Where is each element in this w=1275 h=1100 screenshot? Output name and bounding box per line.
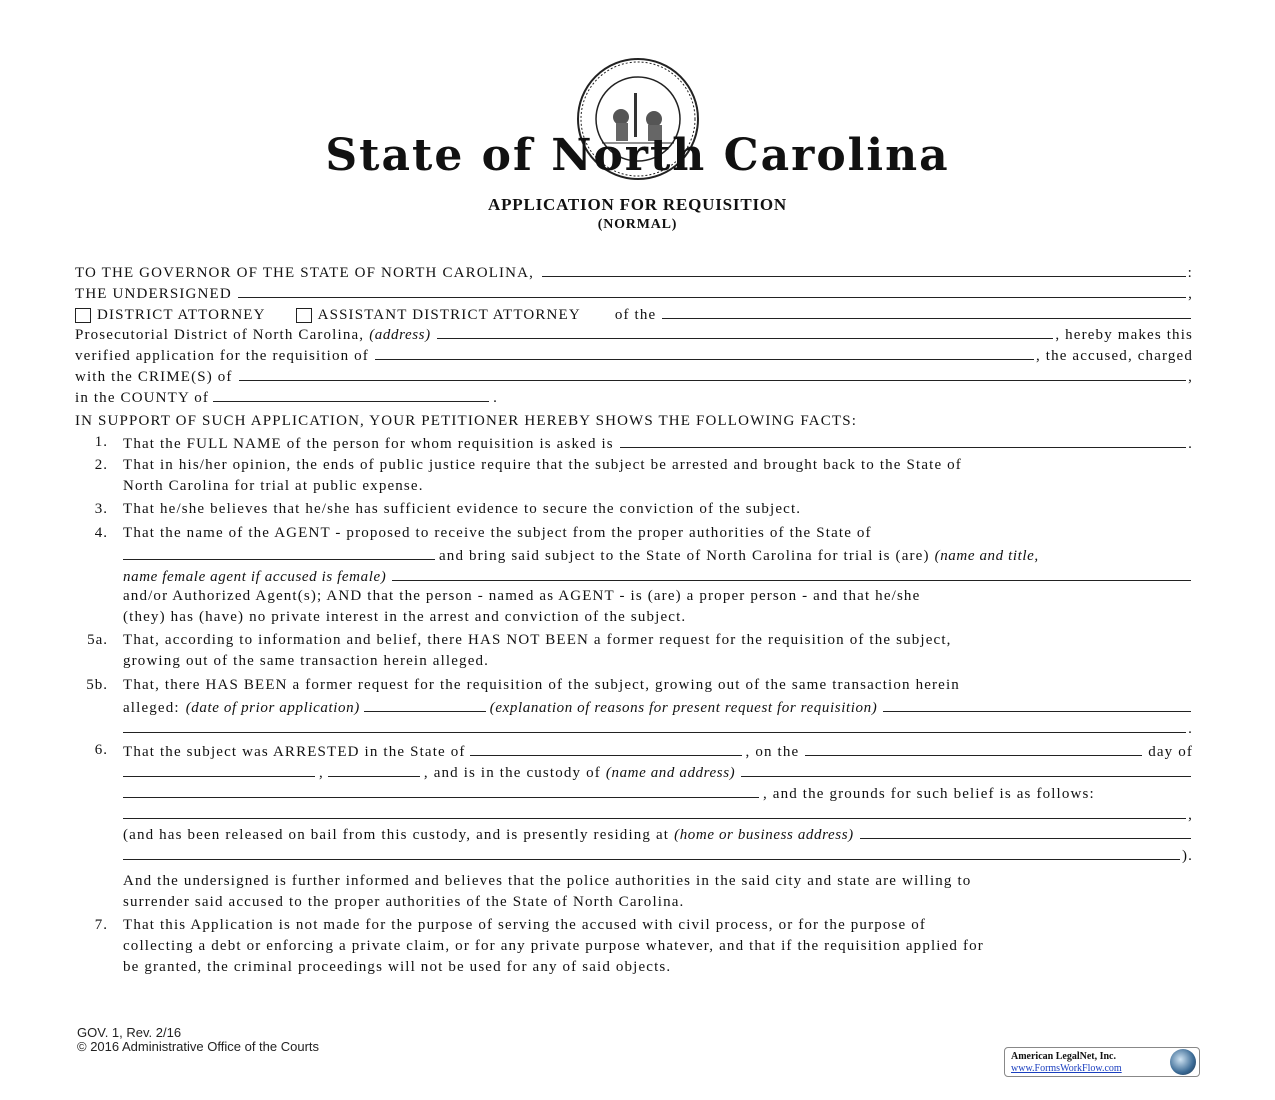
paragraph — [123, 894, 1193, 914]
text: That the FULL NAME of the person for whom requisition is asked is — [123, 436, 614, 452]
attorney-type-line — [75, 305, 1193, 325]
text: That this Application is not made for the purpose of serving the accused with civil process, or for the purpose of — [123, 917, 927, 933]
form-title: APPLICATION FOR REQUISITION — [488, 195, 787, 214]
item-1 — [123, 434, 1193, 454]
item-number: 4. — [94, 525, 108, 541]
item-6 — [123, 742, 1193, 762]
vendor-link[interactable]: www.FormsWorkFlow.com — [1011, 1063, 1122, 1074]
hint: (explanation of reasons for present request for requisition) — [489, 700, 878, 716]
vendor-name: American LegalNet, Inc. — [1011, 1051, 1116, 1062]
prior-date-field[interactable] — [364, 698, 486, 712]
support-heading — [75, 413, 1193, 433]
item-5a — [123, 632, 1193, 652]
text: , — [1188, 286, 1193, 302]
item-2 — [123, 457, 1193, 477]
text: ). — [1181, 848, 1193, 864]
residence-field[interactable] — [860, 825, 1191, 839]
agent-state-field[interactable] — [123, 546, 435, 560]
item-6 — [123, 825, 1193, 845]
text: TO THE GOVERNOR OF THE STATE OF NORTH CAROLINA, — [75, 265, 535, 281]
text: : — [1187, 265, 1193, 281]
item-4 — [123, 546, 1193, 566]
item-number: 5a. — [87, 632, 108, 648]
arrest-state-field[interactable] — [470, 742, 742, 756]
explanation-field-cont[interactable] — [123, 719, 1186, 733]
text: , the accused, charged — [1035, 348, 1193, 364]
text: That, there HAS BEEN a former request for the requisition of the subject, growing out of the same transaction herein — [123, 677, 960, 693]
item-number: 7. — [94, 917, 108, 933]
assistant-district-attorney-checkbox[interactable] — [296, 308, 312, 323]
text: be granted, the criminal proceedings will not be used for any of said objects. — [123, 959, 672, 975]
item-7 — [123, 959, 1193, 979]
hint: name female agent if accused is female) — [123, 569, 387, 585]
hint: (name and title, — [934, 548, 1039, 564]
residence-field-cont[interactable] — [123, 846, 1180, 860]
checkbox-label: DISTRICT ATTORNEY — [97, 307, 266, 323]
text: , and is in the custody of — [423, 765, 601, 781]
county-line — [75, 388, 1193, 408]
text: and/or Authorized Agent(s); AND that the person - named as AGENT - is (are) a proper person - and that he/she — [123, 588, 921, 604]
address-field[interactable] — [437, 325, 1054, 339]
text: with the CRIME(S) of — [75, 369, 233, 385]
text: , — [319, 765, 324, 781]
text: verified application for the requisition of — [75, 348, 369, 364]
district-attorney-checkbox[interactable] — [75, 308, 91, 323]
crimes-line — [75, 367, 1193, 387]
district-field[interactable] — [662, 305, 1191, 319]
document-title: State of North Carolina — [325, 130, 950, 181]
text: And the undersigned is further informed and believes that the police authorities in the said city and state are willing to — [123, 873, 972, 889]
text: growing out of the same transaction herein alleged. — [123, 653, 490, 669]
item-6 — [123, 846, 1193, 866]
item-4 — [123, 588, 1193, 608]
item-4 — [123, 609, 1193, 629]
undersigned-line — [75, 284, 1193, 304]
text: , — [1188, 807, 1193, 823]
accused-field[interactable] — [375, 346, 1034, 360]
globe-icon — [1170, 1049, 1196, 1075]
text: surrender said accused to the proper authorities of the State of North Carolina. — [123, 894, 685, 910]
text: , hereby makes this — [1055, 327, 1193, 343]
item-7 — [123, 917, 1193, 937]
address-line — [75, 325, 1193, 345]
text: in the COUNTY of — [75, 390, 210, 406]
custody-field-cont[interactable] — [123, 784, 759, 798]
item-3 — [123, 501, 1193, 521]
crimes-field[interactable] — [239, 367, 1187, 381]
hint: (address) — [369, 327, 431, 343]
item-6 — [123, 763, 1193, 783]
text: . — [1188, 721, 1193, 737]
item-number: 1. — [94, 434, 108, 450]
text: THE UNDERSIGNED — [75, 286, 232, 302]
text: of the — [614, 307, 657, 323]
text: . — [493, 390, 498, 406]
text: IN SUPPORT OF SUCH APPLICATION, YOUR PETITIONER HEREBY SHOWS THE FOLLOWING FACTS: — [75, 413, 858, 429]
item-5b — [123, 698, 1193, 718]
text: (and has been released on bail from this custody, and is presently residing at — [123, 827, 670, 843]
item-4 — [123, 525, 1193, 545]
text: That he/she believes that he/she has sufficient evidence to secure the conviction of the subject. — [123, 501, 802, 517]
vendor-logo[interactable] — [1004, 1047, 1200, 1077]
text: Prosecutorial District of North Carolina, — [75, 327, 365, 343]
grounds-field[interactable] — [123, 805, 1186, 819]
arrest-month-field[interactable] — [123, 763, 315, 777]
text: day of — [1148, 744, 1193, 760]
accused-line — [75, 346, 1193, 366]
text: alleged: — [123, 700, 180, 716]
form-subtitle: (NORMAL) — [597, 217, 678, 232]
item-4 — [123, 567, 1193, 587]
text: That the name of the AGENT - proposed to receive the subject from the proper authorities of the State of — [123, 525, 872, 541]
item-5b — [123, 677, 1193, 697]
copyright: © 2016 Administrative Office of the Courts — [77, 1039, 320, 1054]
item-number: 6. — [94, 742, 108, 758]
agent-name-field[interactable] — [392, 567, 1191, 581]
item-6 — [123, 805, 1193, 825]
checkbox-label: ASSISTANT DISTRICT ATTORNEY — [317, 307, 581, 323]
explanation-field[interactable] — [883, 698, 1191, 712]
text: and bring said subject to the State of North Carolina for trial is (are) — [439, 548, 930, 564]
text: (they) has (have) no private interest in the arrest and conviction of the subject. — [123, 609, 687, 625]
item-5b — [123, 719, 1193, 739]
arrest-day-field[interactable] — [805, 742, 1142, 756]
governor-line — [75, 263, 1193, 283]
item-number: 5b. — [86, 677, 108, 693]
arrest-year-field[interactable] — [328, 763, 420, 777]
paragraph — [123, 873, 1193, 893]
form-number: GOV. 1, Rev. 2/16 — [77, 1025, 182, 1040]
governor-blank[interactable] — [542, 263, 1186, 277]
text: That in his/her opinion, the ends of public justice require that the subject be arrested and brought back to the State of — [123, 457, 962, 473]
item-number: 3. — [94, 501, 108, 517]
undersigned-name-field[interactable] — [238, 284, 1186, 298]
item-6 — [123, 784, 1193, 804]
text: North Carolina for trial at public expense. — [123, 478, 424, 494]
item-7 — [123, 938, 1193, 958]
text: That the subject was ARRESTED in the State of — [123, 744, 466, 760]
text: , on the — [745, 744, 800, 760]
hint: (home or business address) — [674, 827, 854, 843]
text: . — [1188, 436, 1193, 452]
text: collecting a debt or enforcing a private claim, or for any private purpose whatever, and that if the requisition applied for — [123, 938, 984, 954]
text: , and the grounds for such belief is as follows: — [763, 786, 1095, 802]
text: , — [1188, 369, 1193, 385]
hint: (date of prior application) — [185, 700, 360, 716]
text: That, according to information and belief, there HAS NOT BEEN a former request for the requisition of the subject, — [123, 632, 952, 648]
county-field[interactable] — [213, 388, 489, 402]
item-number: 2. — [94, 457, 108, 473]
custody-field[interactable] — [741, 763, 1191, 777]
full-name-field[interactable] — [620, 434, 1186, 448]
hint: (name and address) — [605, 765, 736, 781]
item-2 — [123, 478, 1193, 498]
item-5a — [123, 653, 1193, 673]
